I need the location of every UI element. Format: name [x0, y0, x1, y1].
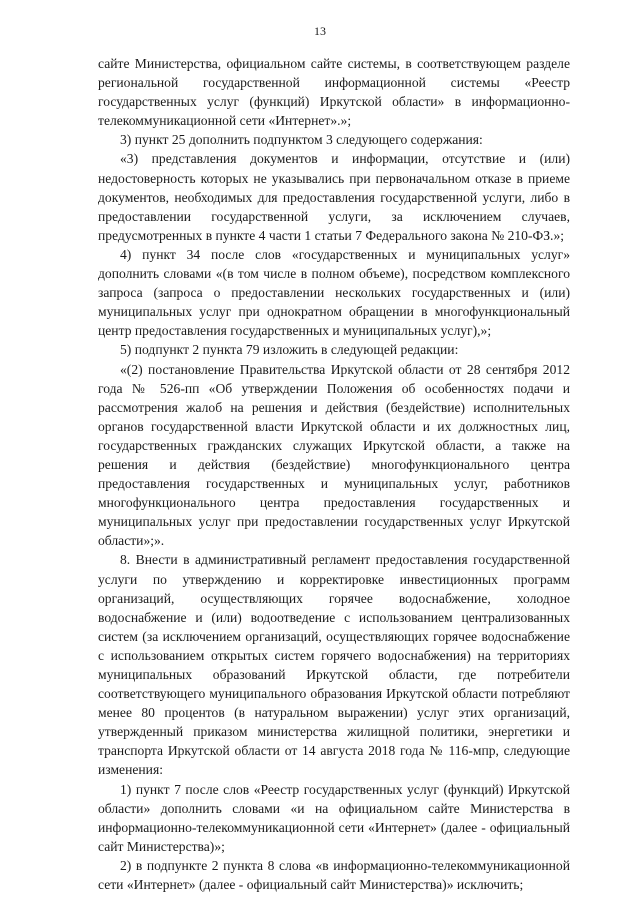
- page-number: 13: [314, 24, 326, 38]
- paragraph: «3) представления документов и информации, отсутствие и (или) недостоверность которых не указывались при первоначальном отказе в приеме документов, необходимых для предоставления государственной услуги, либо в предоставлении государственной услуги, за исключением случаев, предусмотренных в пункте 4 части 1 статьи 7 Федерального закона № 210-ФЗ.»;: [98, 151, 570, 243]
- paragraph: 3) пункт 25 дополнить подпунктом 3 следующего содержания:: [120, 132, 483, 148]
- paragraph: «(2) постановление Правительства Иркутской области от 28 сентября 2012 года № 526-пп «Об утверждении Положения об особенностях подачи и рассмотрения жалоб на решения и действия (бездействие) исполнительных органов государственной власти Иркутской области и их должностных лиц, государственных гражданских служащих Иркутской области, а также на решения и действия (бездействие) многофункционального центра предоставления государственных и муниципальных услуг, работников многофункционального центра предоставления государственных и муниципальных услуг при предоставлении государственных услуг Иркутской области»;».: [98, 361, 570, 549]
- paragraph: 5) подпункт 2 пункта 79 изложить в следующей редакции:: [120, 342, 459, 358]
- paragraph: 4) пункт 34 после слов «государственных и муниципальных услуг» дополнить словами «(в том числе в полном объеме), посредством комплексного запроса (запроса о предоставлении нескольких государственных и (или) муниципальных услуг при однократном обращении в многофункциональный центр предоставления государственных и муниципальных услуг),»;: [98, 246, 570, 339]
- paragraph: 8. Внести в административный регламент предоставления государственной услуги по утверждению и корректировке инвестиционных программ организаций, осуществляющих горячее водоснабжение, холодное водоснабжение и (или) водоотведение с использованием централизованных систем (за исключением организаций, осуществляющих горячее водоснабжение с использованием открытых систем горячего водоснабжения) на территориях муниципальных образований Иркутской области, где потребители соответствующего муниципального образования Иркутской области потребляют менее 80 процентов (в натуральном выражении) услуг этих организаций, утвержденный приказом министерства жилищной политики, энергетики и транспорта Иркутской области от 14 августа 2018 года № 116-мпр, следующие изменения:: [98, 552, 570, 778]
- paragraph: 2) в подпункте 2 пункта 8 слова «в информационно-телекоммуникационной сети «Интернет» (далее - официальный сайт Министерства)» исключить;: [98, 857, 570, 893]
- document-body: [98, 54, 570, 894]
- paragraph: сайте Министерства, официальном сайте системы, в соответствующем разделе региональной государственной информационной системы «Реестр государственных услуг (функций) Иркутской области» в информационно-телекоммуникационной сети «Интернет».»;: [98, 56, 570, 129]
- paragraph: 1) пункт 7 после слов «Реестр государственных услуг (функций) Иркутской области» дополнить словами «и на официальном сайте Министерства в информационно-телекоммуникационной сети «Интернет» (далее - официальный сайт Министерства)»;: [98, 781, 570, 854]
